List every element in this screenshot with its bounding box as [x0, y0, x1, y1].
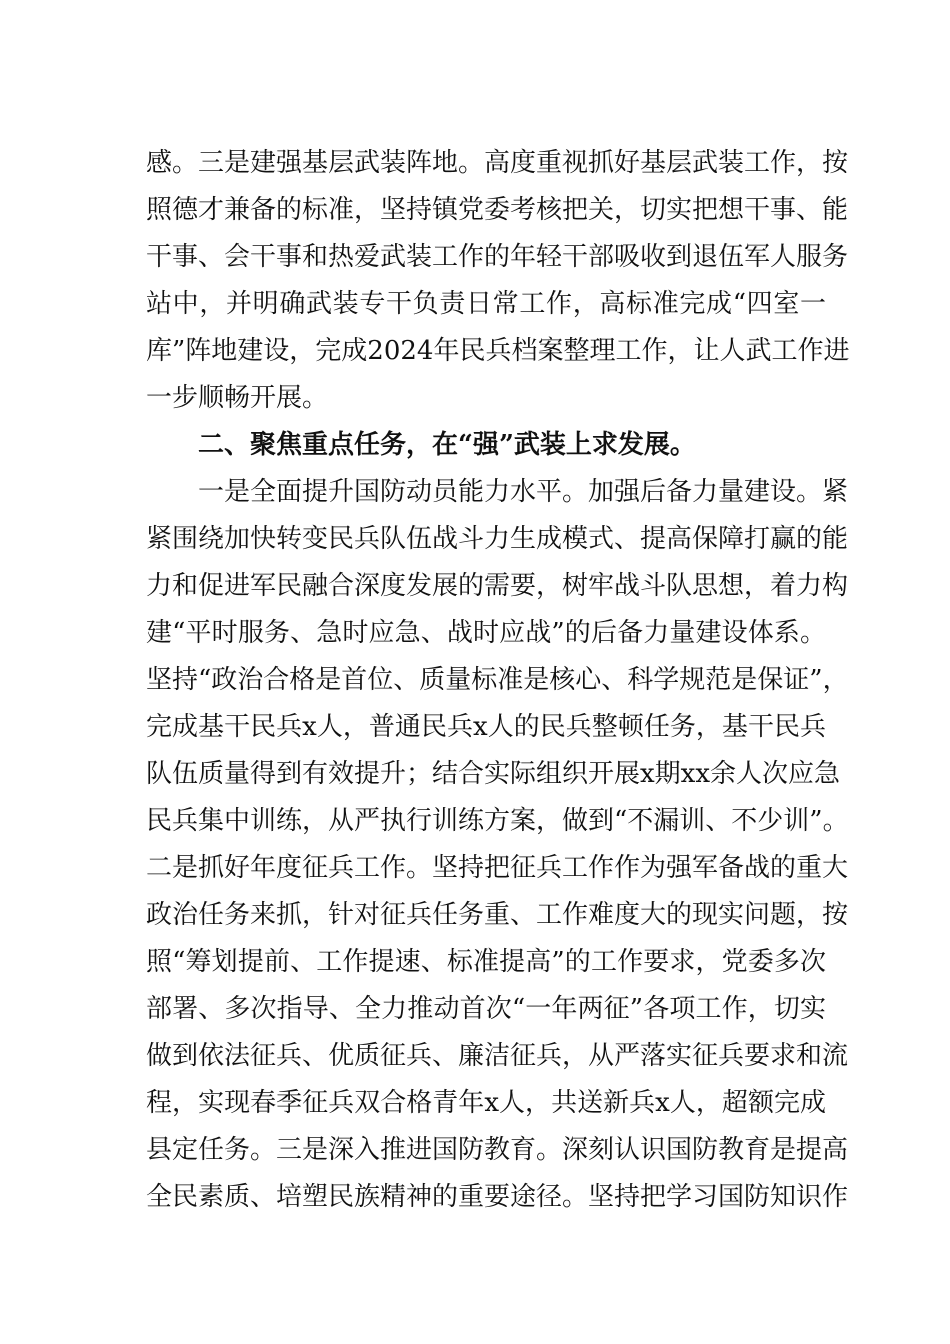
paragraph-line: 干事、会干事和热爱武装工作的年轻干部吸收到退伍军人服务: [146, 242, 849, 272]
paragraph-line: 照“筹划提前、工作提速、标准提高”的工作要求，党委多次: [146, 947, 826, 977]
paragraph-line: 二是抓好年度征兵工作。坚持把征兵工作作为强军备战的重大: [146, 853, 849, 883]
paragraph-line: 建“平时服务、急时应急、战时应战”的后备力量建设体系。: [146, 618, 826, 648]
section-heading: 二、聚焦重点任务，在“强”武装上求发展。: [198, 430, 696, 460]
paragraph-line: 库”阵地建设，完成2024年民兵档案整理工作，让人武工作进: [146, 336, 850, 366]
paragraph-line: 照德才兼备的标准，坚持镇党委考核把关，切实把想干事、能: [146, 195, 849, 225]
paragraph-line: 民兵集中训练，从严执行训练方案，做到“不漏训、不少训”。: [146, 806, 849, 836]
paragraph-line: 做到依法征兵、优质征兵、廉洁征兵，从严落实征兵要求和流: [146, 1041, 849, 1071]
paragraph-line: 队伍质量得到有效提升；结合实际组织开展x期xx余人次应急: [146, 759, 840, 789]
paragraph-line: 县定任务。三是深入推进国防教育。深刻认识国防教育是提高: [146, 1135, 849, 1165]
paragraph-line: 力和促进军民融合深度发展的需要，树牢战斗队思想，着力构: [146, 571, 849, 601]
paragraph-line: 紧围绕加快转变民兵队伍战斗力生成模式、提高保障打赢的能: [146, 524, 849, 554]
paragraph-line: 完成基干民兵x人，普通民兵x人的民兵整顿任务，基干民兵: [146, 712, 826, 742]
paragraph-line: 部署、多次指导、全力推动首次“一年两征”各项工作，切实: [146, 994, 826, 1024]
paragraph-line: 坚持“政治合格是首位、质量标准是核心、科学规范是保证”，: [146, 665, 849, 695]
paragraph-line: 程，实现春季征兵双合格青年x人，共送新兵x人，超额完成: [146, 1088, 826, 1118]
paragraph-line: 政治任务来抓，针对征兵任务重、工作难度大的现实问题，按: [146, 900, 849, 930]
paragraph-line: 一是全面提升国防动员能力水平。加强后备力量建设。紧: [198, 477, 849, 507]
paragraph-line: 一步顺畅开展。: [146, 383, 329, 413]
paragraph-line: 站中，并明确武装专干负责日常工作，高标准完成“四室一: [146, 289, 826, 319]
paragraph-line: 感。三是建强基层武装阵地。高度重视抓好基层武装工作，按: [146, 148, 849, 178]
paragraph-line: 全民素质、培塑民族精神的重要途径。坚持把学习国防知识作: [146, 1182, 849, 1212]
